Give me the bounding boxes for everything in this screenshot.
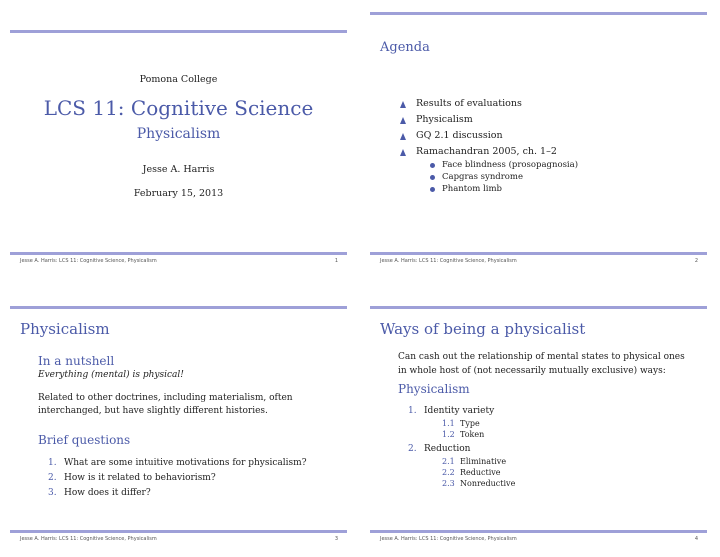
institution: Pomona College — [139, 74, 218, 85]
footer — [380, 258, 698, 264]
list-item: 2. How is it related to behaviorism? — [48, 473, 216, 483]
list-item: Ramachandran 2005, ch. 1–2 Face blindness (prosopagnosia) Capgras syndrome Phantom limb — [400, 146, 578, 194]
footer — [20, 258, 338, 264]
list-item: 1. Identity variety 1.1 Type 1.2 Token — [408, 406, 515, 439]
footer — [20, 536, 338, 542]
header-rule — [10, 306, 347, 309]
page-number: 2 — [694, 258, 698, 264]
sub-list-item: Capgras syndrome — [430, 172, 578, 182]
sub-list — [430, 160, 578, 194]
agenda-list — [400, 98, 578, 199]
list-item: Results of evaluations — [400, 98, 578, 109]
sub-list — [442, 419, 515, 439]
footer-rule — [10, 530, 347, 533]
triangle-bullet-icon — [400, 101, 406, 108]
frame-title: Agenda — [380, 40, 430, 55]
list-item: Physicalism — [400, 114, 578, 125]
frame-title: Physicalism — [20, 320, 110, 338]
sub-list — [442, 457, 515, 488]
header-rule — [10, 30, 347, 33]
footer-rule — [10, 252, 347, 255]
header-rule — [370, 12, 707, 15]
circle-bullet-icon — [430, 187, 435, 192]
presentation-title: LCS 11: Cognitive Science — [43, 96, 314, 120]
page-number: 4 — [694, 536, 698, 542]
slide-physicalism — [10, 290, 347, 550]
triangle-bullet-icon — [400, 133, 406, 140]
footer-text: Jesse A. Harris: LCS 11: Cognitive Science, Physicalism — [20, 258, 157, 264]
page-number: 3 — [334, 536, 338, 542]
slide-ways-physicalist — [370, 290, 707, 550]
author: Jesse A. Harris — [142, 164, 215, 175]
sub-list-item: 1.1 Type — [442, 419, 480, 428]
sub-list-item: 2.1 Eliminative — [442, 457, 507, 466]
header-rule — [370, 306, 707, 309]
sub-list-item: 2.2 Reductive — [442, 468, 501, 477]
date: February 15, 2013 — [133, 188, 224, 199]
triangle-bullet-icon — [400, 149, 406, 156]
list-item: 2. Reduction 2.1 Eliminative 2.2 Reductive 2.3 Nonreductive — [408, 444, 516, 488]
triangle-bullet-icon — [400, 117, 406, 124]
footer — [380, 536, 698, 542]
block-text: Everything (mental) is physical! — [38, 370, 184, 380]
footer-rule — [370, 252, 707, 255]
slide-agenda — [370, 12, 707, 272]
list-item: GQ 2.1 discussion — [400, 130, 578, 141]
footer-text: Jesse A. Harris: LCS 11: Cognitive Science, Physicalism — [20, 536, 157, 542]
circle-bullet-icon — [430, 163, 435, 168]
questions-list — [48, 458, 307, 503]
sub-list-item: 2.3 Nonreductive — [442, 479, 516, 488]
sub-list-item: 1.2 Token — [442, 430, 485, 439]
paragraph-line: Can cash out the relationship of mental states to physical ones — [398, 352, 685, 362]
footer-text: Jesse A. Harris: LCS 11: Cognitive Science, Physicalism — [380, 258, 517, 264]
sub-list-item: Phantom limb — [430, 184, 578, 194]
circle-bullet-icon — [430, 175, 435, 180]
paragraph-line: interchanged, but have slightly different histories. — [38, 406, 268, 416]
footer-text: Jesse A. Harris: LCS 11: Cognitive Science, Physicalism — [380, 536, 517, 542]
block-title: Brief questions — [38, 433, 131, 447]
presentation-subtitle: Physicalism — [136, 126, 221, 142]
paragraph-line: in whole host of (not necessarily mutually exclusive) ways: — [398, 366, 666, 376]
sub-list-item: Face blindness (prosopagnosia) — [430, 160, 578, 170]
page-number: 1 — [334, 258, 338, 264]
list-item: 3. How does it differ? — [48, 488, 151, 498]
ways-list — [408, 406, 515, 493]
slide-title — [10, 12, 347, 272]
frame-title: Ways of being a physicalist — [380, 320, 586, 338]
list-item: 1. What are some intuitive motivations for physicalism? — [48, 458, 307, 468]
footer-rule — [370, 530, 707, 533]
block-title: In a nutshell — [38, 354, 115, 368]
paragraph-line: Related to other doctrines, including materialism, often — [38, 393, 293, 403]
block-title: Physicalism — [398, 382, 470, 396]
